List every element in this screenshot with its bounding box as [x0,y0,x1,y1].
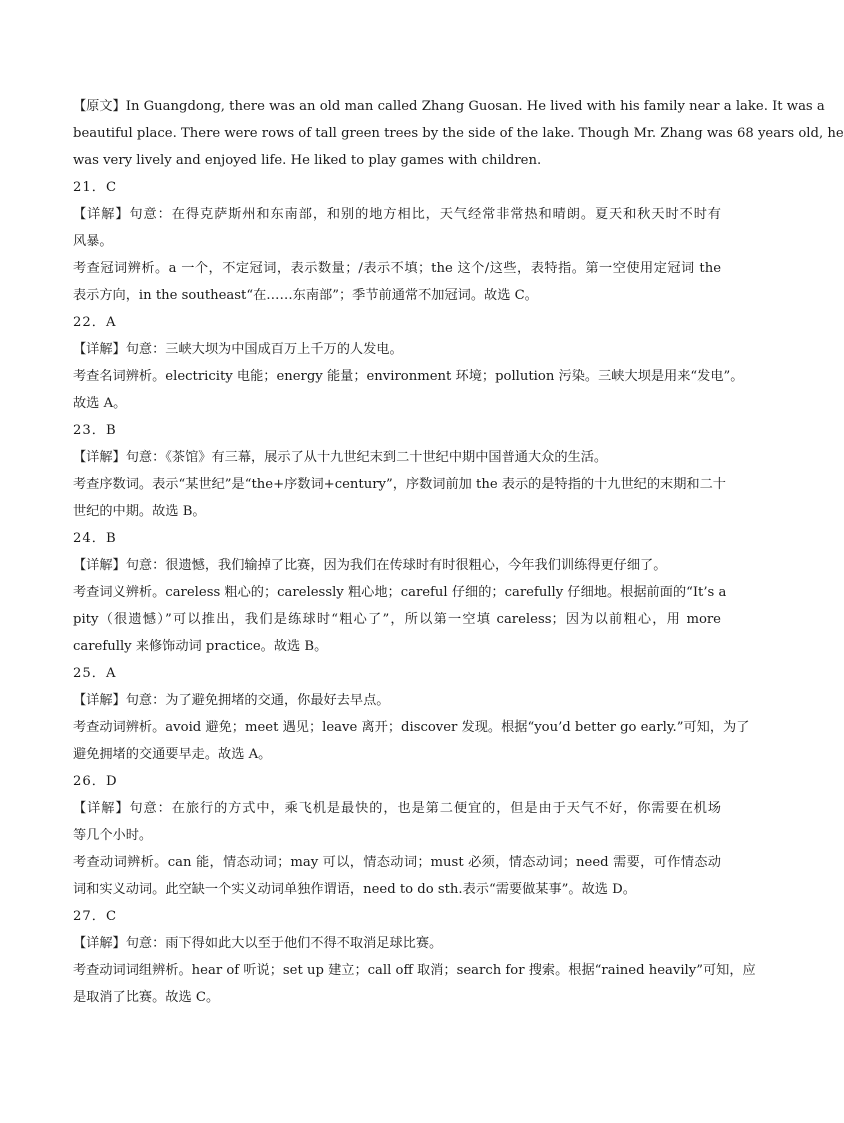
text-line: 【详解】句意：在得克萨斯州和东南部，和别的地方相比，天气经常非常热和晴朗。夏天和秋天时不时有 [73,207,721,222]
text-line: 【详解】句意：很遗憾，我们输掉了比赛，因为我们在传球时有时很粗心，今年我们训练得更仔细了。 [73,558,667,573]
answer-number: 26．D [73,774,118,789]
text-line: carefully 来修饰动词 practice。故选 B。 [73,639,328,654]
text-line: 故选 A。 [73,396,127,411]
text-line: 避免拥堵的交通要早走。故选 A。 [73,747,272,762]
text-line: 【详解】句意：《茶馆》有三幕，展示了从十九世纪末到二十世纪中期中国普通大众的生活。 [73,450,608,465]
answer-number: 23．B [73,423,117,438]
answer-number: 25．A [73,666,117,681]
text-line: 考查词义辨析。careless 粗心的；carelessly 粗心地；careful 仔细的；carefully 仔细地。根据前面的“It’s a [73,585,727,600]
document-page [73,93,844,1011]
text-line: pity（很遗憾）”可以推出，我们是练球时“粗心了”，所以第一空填 careless；因为以前粗心，用 more [73,612,721,627]
text-line: 是取消了比赛。故选 C。 [73,990,220,1005]
text-line: 考查动词词组辨析。hear of 听说；set up 建立；call off 取消；search for 搜索。根据“rained heavily”可知，应 [73,963,756,978]
answer-number: 21．C [73,180,118,195]
answer-number: 24．B [73,531,117,546]
text-line: 表示方向，in the southeast“在……东南部”；季节前通常不加冠词。故选 C。 [73,288,538,303]
text-line: 【详解】句意：三峡大坝为中国成百万上千万的人发电。 [73,342,403,357]
text-line: 考查序数词。表示“某世纪”是“the+序数词+century”，序数词前加 the 表示的是特指的十九世纪的末期和二十 [73,477,726,492]
text-line: was very lively and enjoyed life. He liked to play games with children. [73,153,542,168]
text-line: 词和实义动词。此空缺一个实义动词单独作谓语，need to do sth.表示“需要做某事”。故选 D。 [73,882,636,897]
answer-number: 27．C [73,909,118,924]
text-line: 考查动词辨析。can 能，情态动词；may 可以，情态动词；must 必须，情态动词；need 需要，可作情态动 [73,855,721,870]
text-line: 世纪的中期。故选 B。 [73,504,206,519]
text-line: beautiful place. There were rows of tall green trees by the side of the lake. Though Mr. Zhang was 68 years old, he [73,126,844,141]
text-line: 考查名词辨析。electricity 电能；energy 能量；environment 环境；pollution 污染。三峡大坝是用来“发电”。 [73,369,744,384]
text-line: 【详解】句意：雨下得如此大以至于他们不得不取消足球比赛。 [73,936,443,951]
text-line: 【原文】In Guangdong, there was an old man called Zhang Guosan. He lived with his family near a lake. It was a [73,99,825,114]
text-line: 考查动词辨析。avoid 避免；meet 遇见；leave 离开；discover 发现。根据“you’d better go early.”可知，为了 [73,720,750,735]
answer-number: 22．A [73,315,117,330]
text-line: 考查冠词辨析。a 一个，不定冠词，表示数量；/表示不填；the 这个/这些，表特指。第一空使用定冠词 the [73,261,721,276]
text-line: 风暴。 [73,234,113,249]
text-line: 等几个小时。 [73,828,153,843]
text-line: 【详解】句意：为了避免拥堵的交通，你最好去早点。 [73,693,390,708]
text-line: 【详解】句意：在旅行的方式中，乘飞机是最快的，也是第二便宜的，但是由于天气不好，你需要在机场 [73,801,721,816]
